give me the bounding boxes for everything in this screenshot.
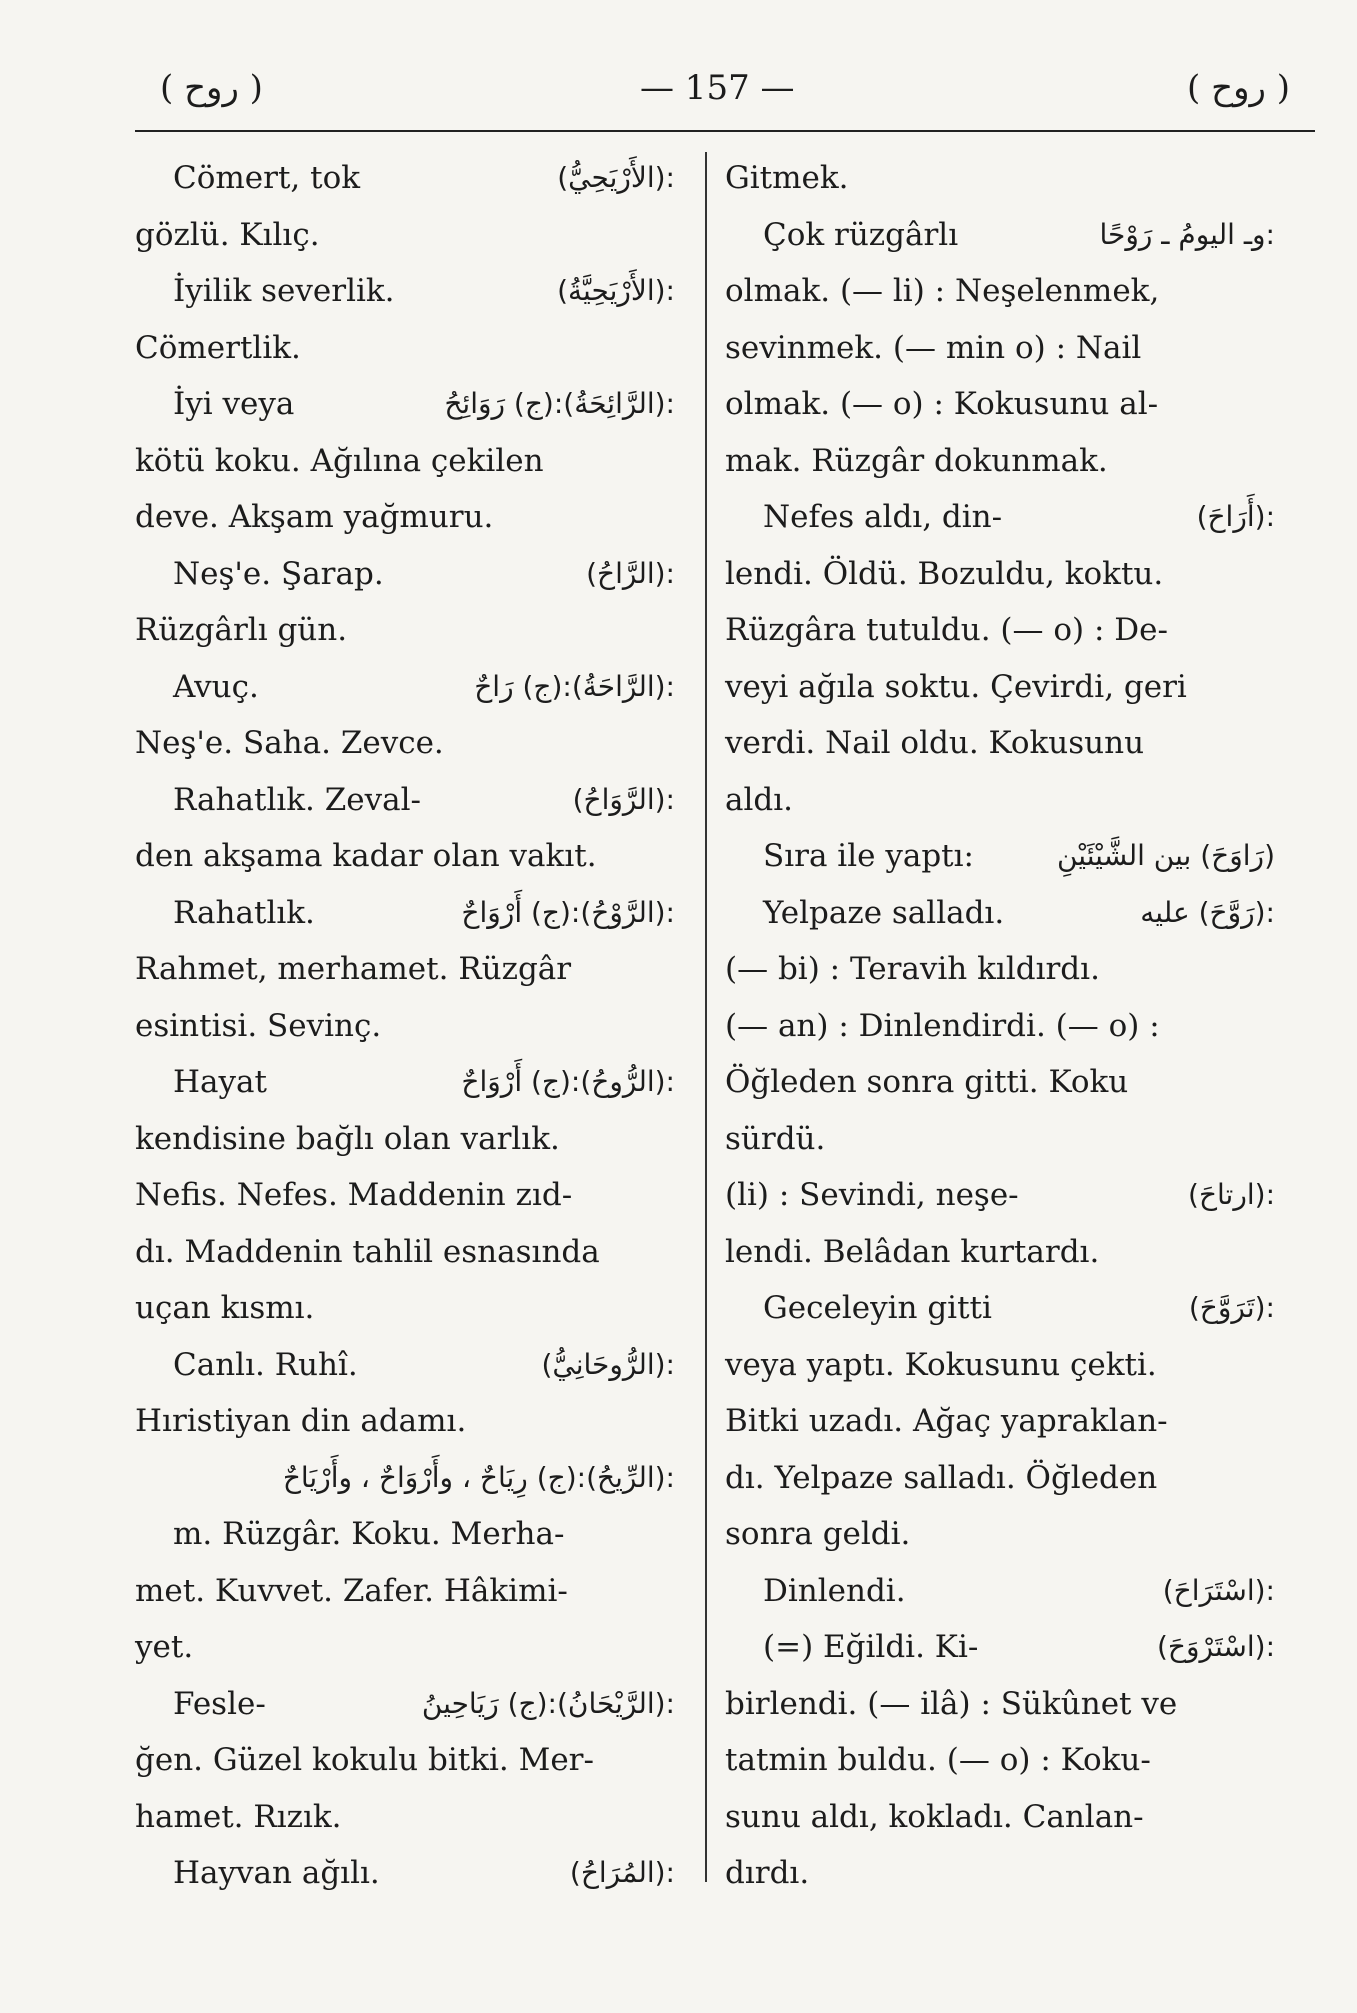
arabic-headword: :(الرَّاحُ) [586,556,675,590]
entry-text: Hayat [173,1064,267,1100]
entry-text: met. Kuvvet. Zafer. Hâkimi- [135,1572,568,1609]
entry-line [135,941,675,998]
entry-line [725,1619,1275,1676]
entry-text: deve. Akşam yağmuru. [135,499,494,535]
entry-text: (— bi) : Teravih kıldırdı. [725,951,1100,987]
entry-text: dırdı. [725,1855,810,1891]
entry-text: Yelpaze salladı. [763,894,1005,931]
header-root-right: ( روح ) [1187,68,1290,108]
entry-text: Rahatlık. Zeval- [173,781,422,818]
arabic-headword: :(الرِّيحُ):(ج) رِيَاحٌ ، وأَرْوَاحٌ ، وأَرْيَاحٌ [282,1460,675,1494]
entry-line [135,376,675,433]
entry-line [725,489,1275,546]
entry-text: gözlü. Kılıç. [135,216,320,253]
entry-text: Bitki uzadı. Ağaç yapraklan- [725,1403,1168,1439]
entry-line [135,1732,675,1789]
entry-text: Neş'e. Saha. Zevce. [135,725,444,761]
arabic-headword: :(الرَّاحَةُ):(ج) رَاحٌ [474,669,675,703]
entry-text: lendi. Belâdan kurtardı. [725,1233,1100,1270]
entry-text: Sıra ile yaptı: [763,838,974,874]
entry-line [725,941,1275,998]
entry-line [725,1563,1275,1620]
entry-text: yet. [135,1629,194,1665]
entry-text: olmak. (— li) : Neşelenmek, [725,273,1160,309]
entry-text: sevinmek. (— min o) : Nail [725,329,1142,366]
page-header [130,68,1310,128]
arabic-headword: :(ارتاحَ) [1188,1178,1275,1211]
entry-line [725,320,1275,377]
entry-line [725,1111,1275,1168]
entry-text: Hıristiyan din adamı. [135,1403,467,1439]
entry-line [725,772,1275,829]
entry-text: Rahmet, merhamet. Rüzgâr [135,951,572,987]
entry-line [725,207,1275,264]
entry-line [135,998,675,1055]
entry-line [725,1054,1275,1111]
entry-line [135,1393,675,1450]
entry-line [725,433,1275,490]
arabic-headword: :(الرَّائِحَةُ):(ج) رَوَائِحُ [444,387,675,420]
entry-text: veya yaptı. Kokusunu çekti. [725,1346,1157,1383]
entry-text: aldı. [725,781,794,818]
entry-text: Dinlendi. [763,1572,906,1609]
entry-text: hamet. Rızık. [135,1798,342,1835]
entry-line [135,715,675,772]
entry-line [135,150,675,207]
arabic-headword: :(اسْتَرْوَحَ) [1156,1630,1275,1663]
entry-text: (li) : Sevindi, neşe- [725,1177,1019,1213]
entry-line [725,263,1275,320]
entry-text: Rüzgârlı gün. [135,612,348,648]
entry-line [725,1732,1275,1789]
entry-text: Rahatlık. [173,894,315,931]
entry-line [135,207,675,264]
entry-line [725,659,1275,716]
entry-line [725,1845,1275,1902]
arabic-headword: :(رَوَّحَ) عليه [1140,895,1275,929]
entry-line [725,828,1275,885]
entry-text: Cömert, tok [173,160,361,196]
entry-text: esintisi. Sevinç. [135,1007,382,1044]
entry-line [135,433,675,490]
entry-line [725,1337,1275,1394]
arabic-headword: :(الرَّوَاحُ) [572,782,675,816]
entry-line [135,1111,675,1168]
entry-line [725,376,1275,433]
entry-text: uçan kısmı. [135,1290,315,1326]
entry-line [725,602,1275,659]
arabic-headword: :(الأَرْيَحِيُّ) [557,161,675,194]
column-divider [705,152,707,1882]
entry-line [135,320,675,377]
entry-line [725,1450,1275,1507]
header-root-left: ( روح ) [160,68,263,108]
arabic-headword: :(تَرَوَّحَ) [1188,1291,1275,1324]
entry-text: Hayvan ağılı. [173,1855,380,1891]
entry-text: kötü koku. Ağılına çekilen [135,442,544,479]
entry-text: den akşama kadar olan vakıt. [135,838,597,874]
entry-line [135,1337,675,1394]
entry-line [725,1506,1275,1563]
entry-text: mak. Rüzgâr dokunmak. [725,442,1108,479]
entry-text: Geceleyin gitti [763,1290,992,1326]
entry-line [135,1619,675,1676]
entry-line [725,1280,1275,1337]
entry-text: Neş'e. Şarap. [173,555,384,592]
arabic-headword: :(الرَّيْحَانُ):(ج) رَيَاحِينُ [421,1686,675,1720]
entry-line [135,546,675,603]
entry-text: Öğleden sonra gitti. Koku [725,1064,1129,1100]
entry-text: Canlı. Ruhî. [173,1346,358,1383]
entry-text: (=) Eğildi. Ki- [763,1629,979,1665]
page-number: — 157 — [640,68,795,108]
entry-text: kendisine bağlı olan varlık. [135,1120,560,1157]
arabic-headword: :(الأَرْيَحِيَّةُ) [557,274,675,307]
entry-text: Nefis. Nefes. Maddenin zıd- [135,1177,573,1213]
entry-line [135,1506,675,1563]
entry-text: sürdü. [725,1120,826,1157]
entry-line [135,1563,675,1620]
entry-line [135,1280,675,1337]
entry-text: verdi. Nail oldu. Kokusunu [725,725,1145,761]
header-rule [135,130,1315,132]
entry-text: ğen. Güzel kokulu bitki. Mer- [135,1742,594,1778]
entry-line [725,715,1275,772]
entry-text: m. Rüzgâr. Koku. Merha- [173,1516,565,1552]
entry-line [135,1054,675,1111]
entry-line [725,885,1275,942]
entry-text: olmak. (— o) : Kokusunu al- [725,386,1159,422]
entry-text: sunu aldı, kokladı. Canlan- [725,1798,1144,1835]
entry-line [725,150,1275,207]
arabic-headword: :(اسْتَرَاحَ) [1162,1573,1275,1607]
entry-line [135,1167,675,1224]
arabic-headword: :وـ اليومُ ـ رَوْحًا [1099,217,1275,251]
entry-line [135,1224,675,1281]
entry-text: Avuç. [173,668,259,705]
left-column [135,150,675,1902]
entry-text: Gitmek. [725,160,849,196]
arabic-headword: (رَاوَحَ) بين الشَّيْئَيْنِ [1056,839,1275,872]
entry-line [135,659,675,716]
entry-line [135,1676,675,1733]
entry-text: tatmin buldu. (— o) : Koku- [725,1742,1151,1778]
entry-line [725,1393,1275,1450]
entry-text: lendi. Öldü. Bozuldu, koktu. [725,555,1164,592]
arabic-headword: :(المُرَاحُ) [569,1856,675,1889]
entry-line [725,1167,1275,1224]
arabic-headword: :(الرَّوْحُ):(ج) أَرْوَاحٌ [461,895,675,929]
entry-line [135,1845,675,1902]
entry-line [135,602,675,659]
entry-line [135,263,675,320]
right-column [725,150,1275,1902]
entry-text: Çok rüzgârlı [763,216,959,253]
entry-line [725,546,1275,603]
entry-text: birlendi. (— ilâ) : Sükûnet ve [725,1685,1178,1722]
entry-line [725,1676,1275,1733]
entry-text: dı. Yelpaze salladı. Öğleden [725,1459,1158,1496]
arabic-headword: :(الرُّوحُ):(ج) أَرْوَاحٌ [461,1065,675,1098]
entry-line [725,1789,1275,1846]
entry-line [725,998,1275,1055]
entry-text: dı. Maddenin tahlil esnasında [135,1233,600,1270]
entry-line [135,1789,675,1846]
entry-text: sonra geldi. [725,1516,911,1552]
entry-text: Fesle- [173,1685,266,1722]
entry-text: Rüzgâra tutuldu. (— o) : De- [725,612,1168,648]
arabic-headword: :(أَرَاحَ) [1196,500,1275,533]
entry-line [135,885,675,942]
arabic-headword: :(الرُّوحَانِيُّ) [541,1347,675,1381]
entry-line [135,489,675,546]
entry-line [135,1450,675,1507]
entry-text: (— an) : Dinlendirdi. (— o) : [725,1007,1160,1044]
entry-text: veyi ağıla soktu. Çevirdi, geri [725,668,1187,705]
entry-text: Cömertlik. [135,329,301,366]
entry-line [135,772,675,829]
entry-text: İyi veya [173,386,295,422]
entry-line [725,1224,1275,1281]
entry-text: İyilik severlik. [173,273,395,309]
entry-text: Nefes aldı, din- [763,499,1003,535]
entry-line [135,828,675,885]
